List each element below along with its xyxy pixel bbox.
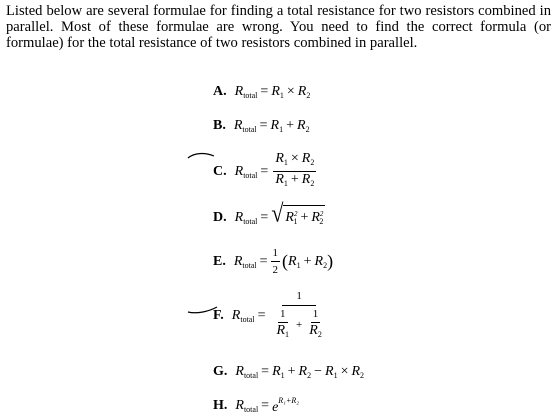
- r2: $R_2$: [297, 84, 311, 100]
- r2: $R_2$: [298, 364, 312, 380]
- square-root: √ $R^2_1 + R^2_2$: [271, 205, 325, 230]
- option-c[interactable]: [213, 152, 318, 191]
- option-d[interactable]: [213, 198, 325, 230]
- r2: $R_2$: [297, 118, 310, 134]
- right-paren: ): [327, 251, 334, 271]
- r2: $R_2$: [314, 253, 328, 270]
- equals-sign: =: [260, 84, 269, 99]
- option-b[interactable]: [213, 118, 310, 134]
- left-paren: (: [282, 251, 289, 271]
- option-label: G.: [213, 364, 228, 379]
- equals-sign: =: [259, 253, 268, 269]
- plus-sign: +: [287, 364, 296, 379]
- exponential: $e^{R_1+R_2}$: [272, 396, 300, 415]
- option-e[interactable]: [213, 246, 333, 277]
- option-label: H.: [213, 398, 228, 413]
- minus-sign: −: [314, 364, 323, 379]
- instructions-paragraph: Listed below are several formulae for finding a total resistance for two resistors combined in parallel. Most of these formulae are wrong. You need to find the correct formula (or formulae) for the total resistance of two resistors combined in parallel.: [6, 3, 551, 51]
- r-total: $R_{total}$: [234, 209, 258, 226]
- option-h[interactable]: [213, 396, 299, 416]
- r1: $R_1$: [272, 364, 285, 380]
- r-total: $R_{total}$: [234, 84, 258, 100]
- r-total: $R_{total}$: [234, 163, 258, 180]
- equals-sign: =: [261, 364, 270, 379]
- r1: $R_1$: [271, 84, 284, 100]
- equals-sign: =: [259, 118, 268, 133]
- r-total: $R_{total}$: [235, 398, 259, 414]
- r-total: $R_{total}$: [233, 253, 257, 270]
- equals-sign: =: [260, 163, 269, 179]
- r1: $R_1$: [288, 253, 301, 270]
- option-label: D.: [213, 209, 227, 225]
- option-a[interactable]: [213, 84, 310, 100]
- r-total: $R_{total}$: [231, 307, 255, 324]
- one-half-fraction: $\frac{1}{2}$: [272, 247, 279, 276]
- plus-sign: +: [286, 118, 294, 133]
- option-label: A.: [213, 84, 227, 99]
- option-label: C.: [213, 163, 227, 179]
- equals-sign: =: [261, 398, 270, 413]
- r1: $R_1$: [325, 364, 338, 380]
- option-label: E.: [213, 253, 226, 269]
- r1: $R_1$: [270, 118, 284, 134]
- option-label: B.: [213, 118, 226, 133]
- equals-sign: =: [260, 209, 269, 225]
- times-sign: ×: [340, 364, 349, 379]
- equals-sign: =: [257, 307, 266, 323]
- option-label: F.: [213, 307, 224, 323]
- option-f[interactable]: [213, 289, 330, 342]
- plus-sign: +: [303, 253, 312, 269]
- times-sign: ×: [286, 84, 295, 99]
- r-total: $R_{total}$: [235, 364, 259, 380]
- fraction: $\frac{R_1 \times R_2}{R_1 + R_2}$: [275, 151, 315, 188]
- reciprocal-fraction: 1 $\frac{1}{R_1}$ + $\frac{1}{R_2}$: [276, 290, 322, 339]
- r-total: $R_{total}$: [233, 118, 257, 134]
- r2: $R_2$: [351, 364, 365, 380]
- option-g[interactable]: [213, 364, 364, 380]
